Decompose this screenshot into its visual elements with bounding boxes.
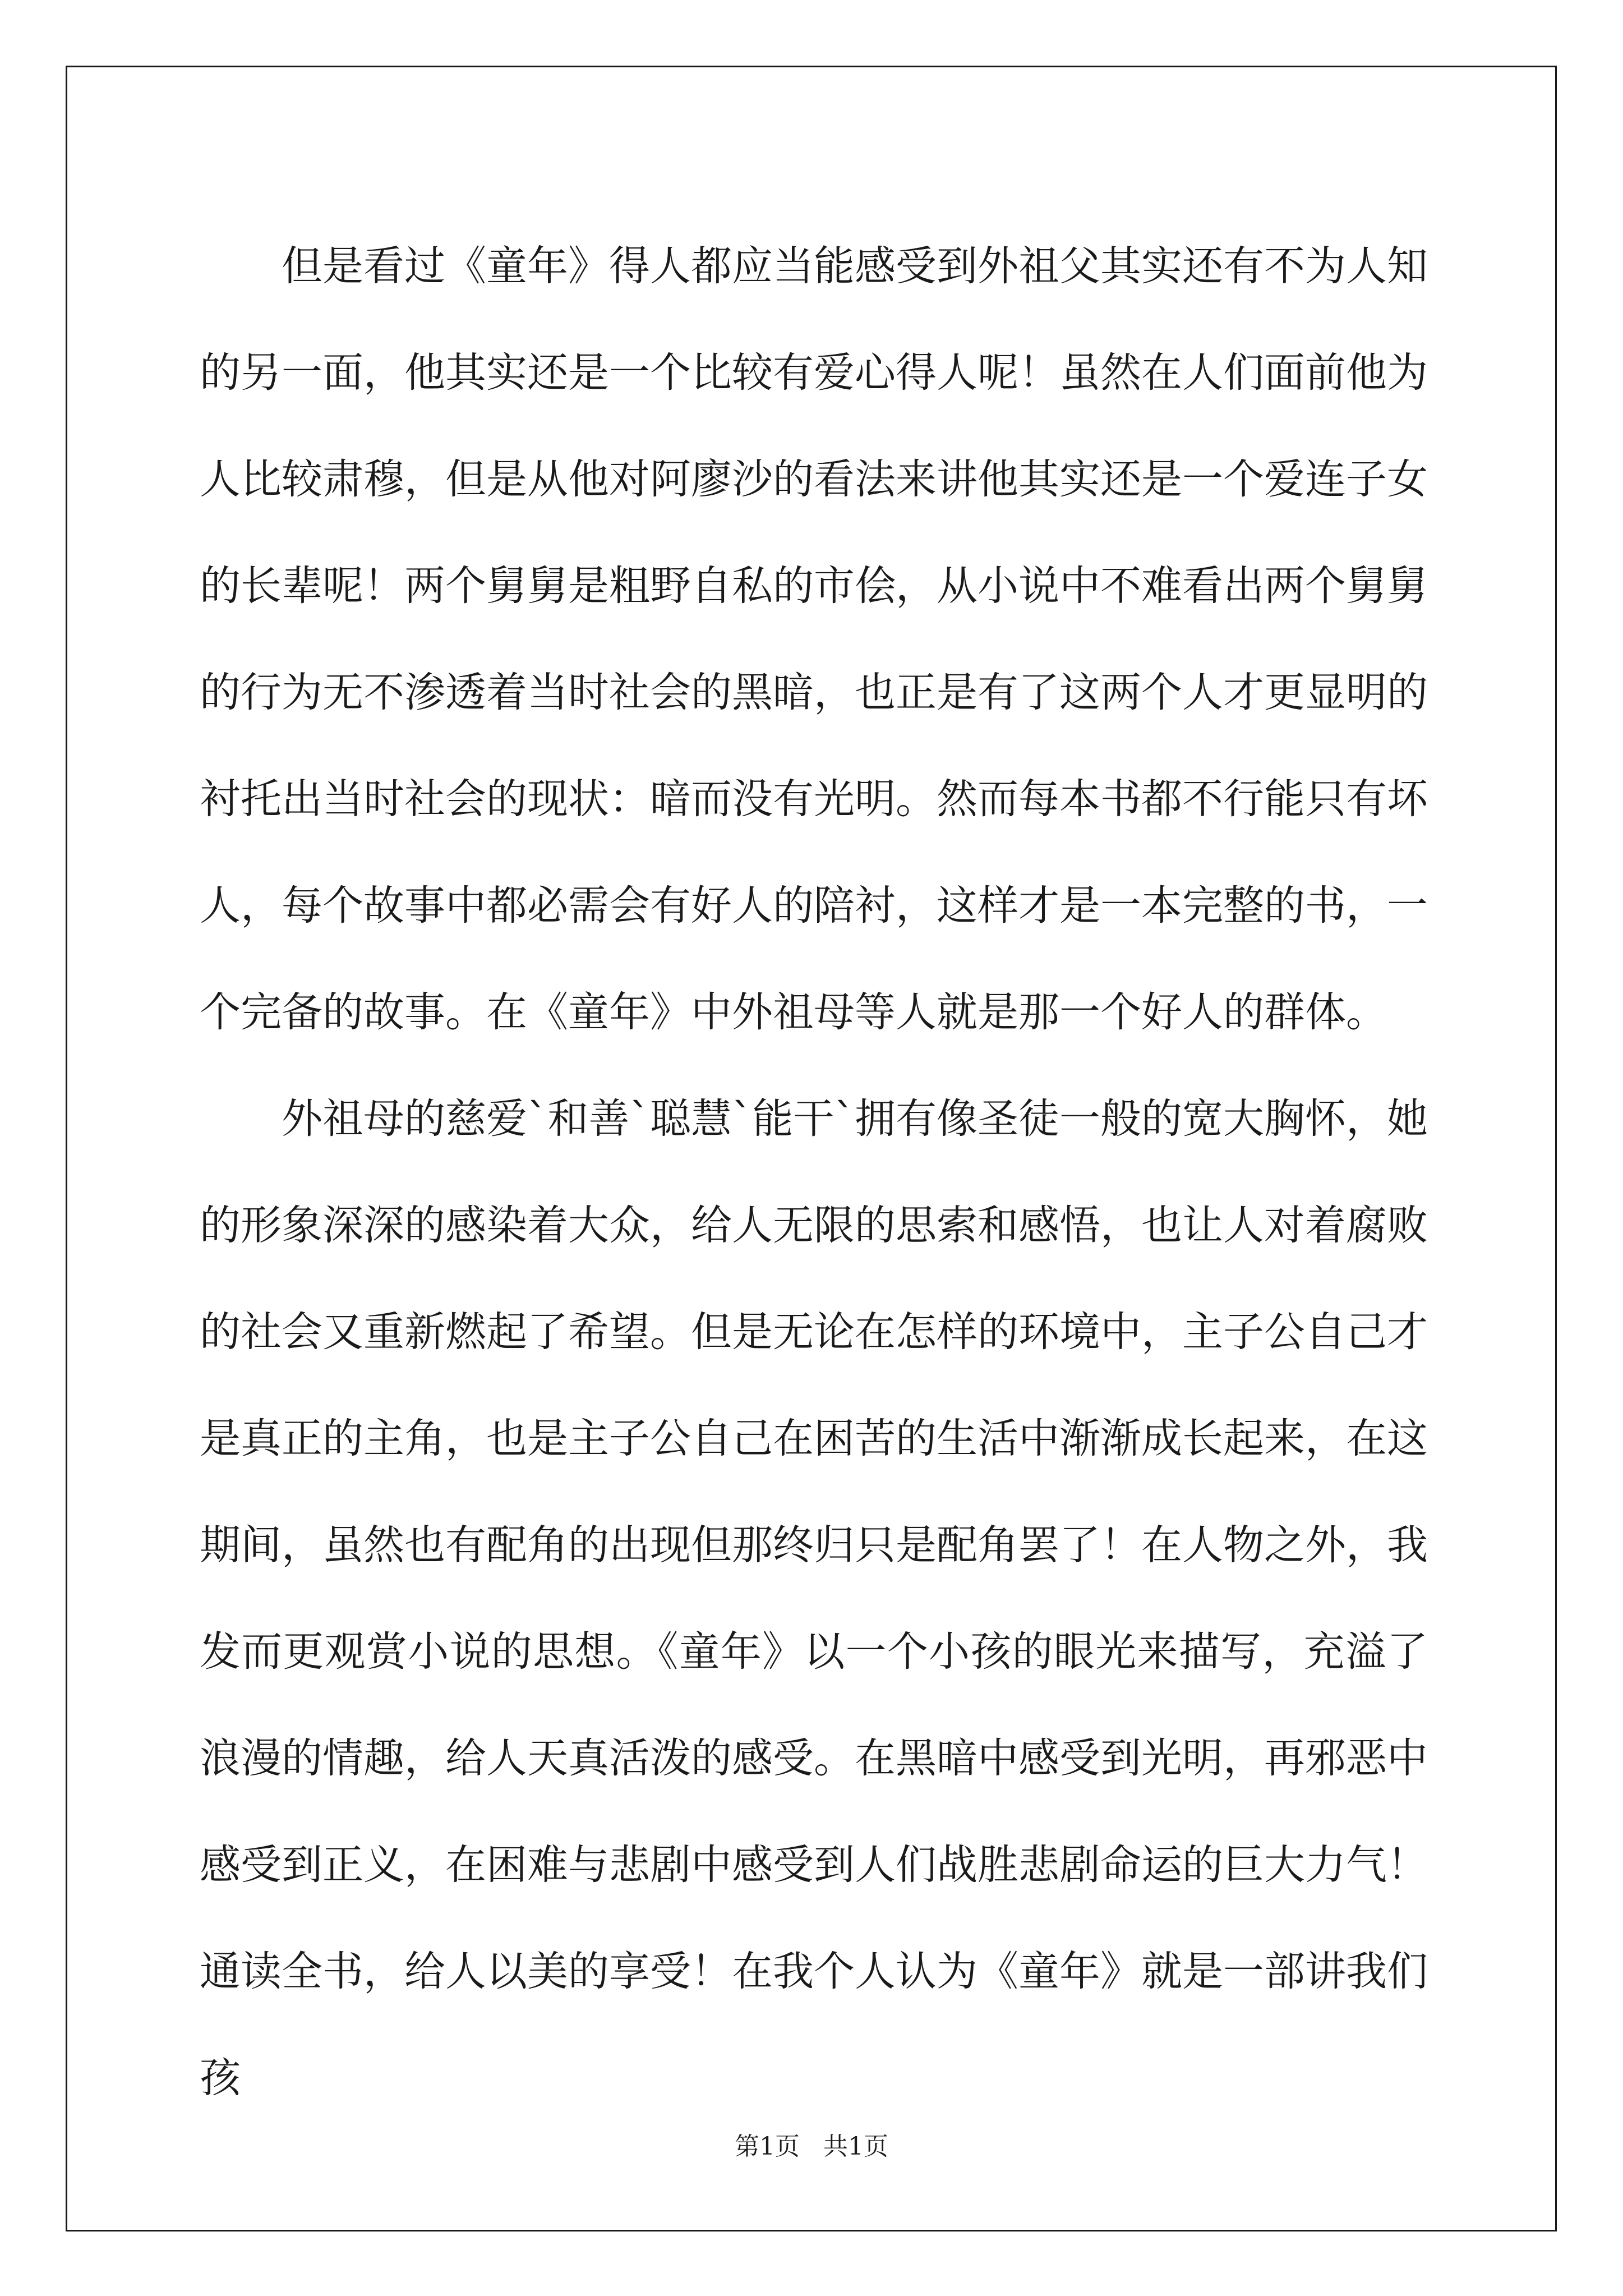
paragraph: 外祖母的慈爱`和善`聪慧`能干`拥有像圣徒一般的宽大胸怀，她的形象深深的感染着大众，给人无限的思索和感悟，也让人对着腐败的社会又重新燃起了希望。但是无论在怎样的环境中，主子公自己才是真正的主角，也是主子公自己在困苦的生活中渐渐成长起来，在这期间，虽然也有配角的出现但那终归只是配角罢了！在人物之外，我发而更观赏小说的思想。《童年》以一个小孩的眼光来描写，充溢了浪漫的情趣，给人天真活泼的感受。在黑暗中感受到光明，再邪恶中感受到正义，在困难与悲剧中感受到人们战胜悲剧命运的巨大力气！通读全书，给人以美的享受！在我个人认为《童年》就是一部讲我们孩 <box>200 1095 1428 2102</box>
paragraph: 但是看过《童年》得人都应当能感受到外祖父其实还有不为人知的另一面，他其实还是一个比较有爱心得人呢！虽然在人们面前他为人比较肃穆，但是从他对阿廖沙的看法来讲他其实还是一个爱连子女的长辈呢！两个舅舅是粗野自私的市侩，从小说中不难看出两个舅舅的行为无不渗透着当时社会的黑暗，也正是有了这两个人才更显明的衬托出当时社会的现状：暗而没有光明。然而每本书都不行能只有坏人，每个故事中都必需会有好人的陪衬，这样才是一本完整的书，一个完备的故事。在《童年》中外祖母等人就是那一个好人的群体。 <box>200 242 1428 1036</box>
page-footer: 第1页 共1页 <box>735 2132 888 2161</box>
document-body <box>200 213 1428 2132</box>
